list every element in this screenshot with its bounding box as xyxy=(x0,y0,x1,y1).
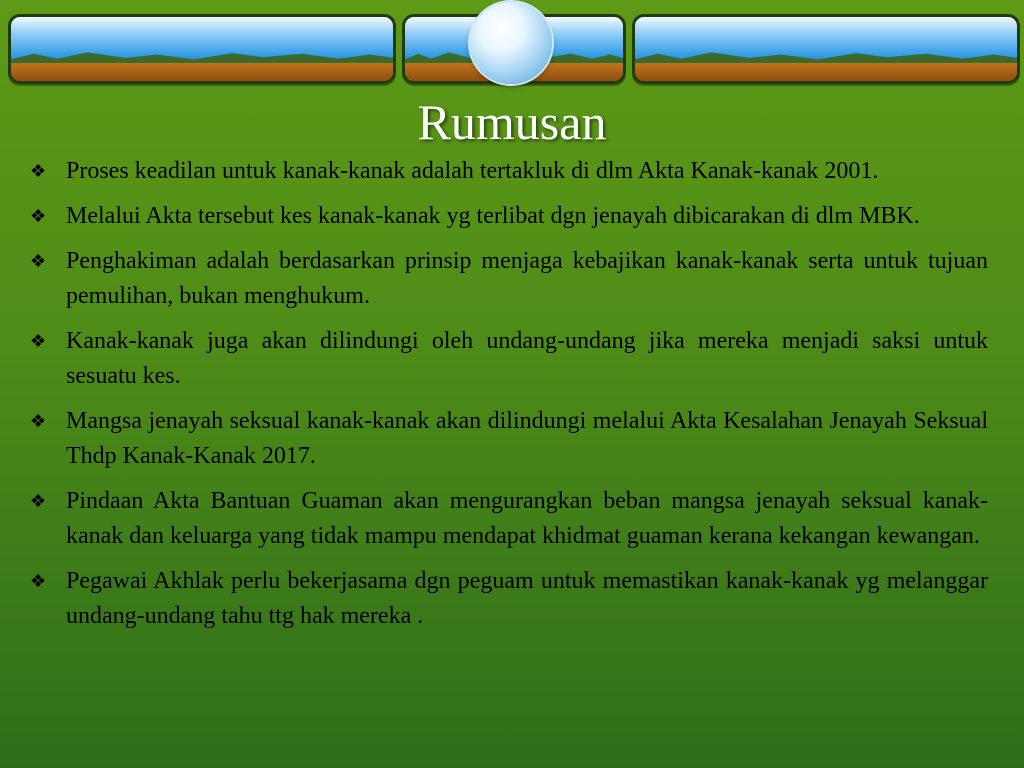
bullet-text: Pindaan Akta Bantuan Guaman akan mengurangkan beban mangsa jenayah seksual kanak-kanak dan keluarga yang tidak mampu mendapat khidmat guaman kerana kekangan kewangan. xyxy=(66,488,988,549)
diamond-quad-bullet-icon: ❖ xyxy=(30,331,47,351)
ground-decoration xyxy=(11,63,393,81)
bullet-item xyxy=(30,484,988,554)
ground-decoration xyxy=(635,63,1017,81)
diamond-quad-bullet-icon: ❖ xyxy=(30,411,47,431)
diamond-quad-bullet-icon: ❖ xyxy=(30,491,47,511)
bullet-text: Melalui Akta tersebut kes kanak-kanak yg terlibat dgn jenayah dibicarakan di dlm MBK. xyxy=(66,203,920,229)
diamond-quad-bullet-icon: ❖ xyxy=(30,571,47,591)
bullet-item xyxy=(30,324,988,394)
landscape-banner-left xyxy=(8,14,396,84)
bullet-item xyxy=(30,244,988,314)
bullet-item xyxy=(30,199,988,234)
bullet-text: Proses keadilan untuk kanak-kanak adalah tertakluk di dlm Akta Kanak-kanak 2001. xyxy=(66,158,879,184)
bullet-text: Penghakiman adalah berdasarkan prinsip menjaga kebajikan kanak-kanak serta untuk tujuan pemulihan, bukan menghukum. xyxy=(66,248,988,309)
bullet-list xyxy=(30,154,988,644)
diamond-quad-bullet-icon: ❖ xyxy=(30,206,47,226)
bullet-item xyxy=(30,154,988,189)
bullet-text: Mangsa jenayah seksual kanak-kanak akan dilindungi melalui Akta Kesalahan Jenayah Seksual Thdp Kanak-Kanak 2017. xyxy=(66,408,988,469)
slide-title: Rumusan xyxy=(417,94,607,150)
diamond-quad-bullet-icon: ❖ xyxy=(30,251,47,271)
bullet-item xyxy=(30,404,988,474)
globe-icon xyxy=(470,2,552,84)
bullet-text: Pegawai Akhlak perlu bekerjasama dgn peguam untuk memastikan kanak-kanak yg melanggar undang-undang tahu ttg hak mereka . xyxy=(66,568,988,629)
bullet-text: Kanak-kanak juga akan dilindungi oleh undang-undang jika mereka menjadi saksi untuk sesuatu kes. xyxy=(66,328,988,389)
bullet-item xyxy=(30,564,988,634)
diamond-quad-bullet-icon: ❖ xyxy=(30,161,47,181)
landscape-banner-right xyxy=(632,14,1020,84)
